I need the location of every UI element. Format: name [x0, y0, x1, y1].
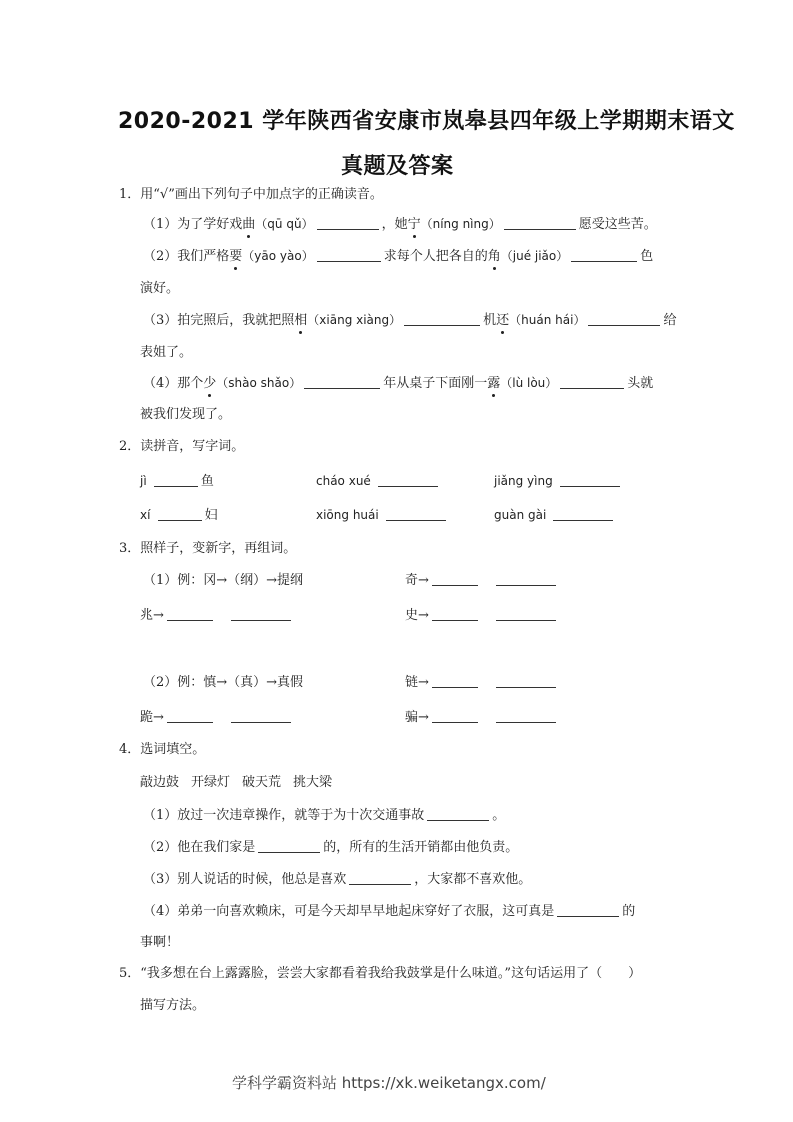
answer-blank[interactable] [553, 508, 613, 521]
emphasis-char: 要 [229, 249, 243, 264]
answer-blank[interactable] [496, 573, 556, 586]
q3-item: 兆→ [140, 608, 294, 624]
q4-sentence3: （3）别人说话的时候，他总是喜欢 ，大家都不喜欢他。 [143, 872, 532, 887]
answer-blank[interactable] [304, 376, 380, 389]
answer-blank[interactable] [588, 313, 660, 326]
q1-item2-cont: 演好。 [140, 281, 180, 296]
answer-blank[interactable] [432, 573, 478, 586]
answer-blank[interactable] [317, 249, 381, 262]
answer-blank[interactable] [386, 508, 446, 521]
q1-item1: （1）为了学好戏曲（qū qǔ） ，她宁（níng nìng） 愿受这些苦。 [143, 217, 657, 232]
answer-blank[interactable] [378, 474, 438, 487]
q1-item4: （4）那个少（shào shǎo） 年从桌子下面刚一露（lù lòu） 头就 [143, 376, 654, 391]
q4-sentence2: （2）他在我们家是 的，所有的生活开销都由他负责。 [143, 840, 519, 855]
q4-word-bank [140, 775, 332, 791]
answer-blank[interactable] [349, 872, 411, 885]
emphasis-char: 曲 [242, 217, 256, 232]
answer-blank[interactable] [571, 249, 637, 262]
emphasis-char: 宁 [407, 217, 421, 232]
q4-sentence4-cont: 事啊！ [140, 935, 180, 950]
answer-blank[interactable] [432, 710, 478, 723]
q5-line1: 5．“我多想在台上露露脸，尝尝大家都看着我给我鼓掌是什么味道。”这句话运用了（ ） [119, 966, 642, 981]
answer-blank[interactable] [404, 313, 480, 326]
word-option: 开绿灯 [191, 775, 231, 790]
answer-blank[interactable] [167, 710, 213, 723]
q4-sentence4: （4）弟弟一向喜欢赖床，可是今天却早早地起床穿好了衣服，这可真是 的 [143, 904, 636, 919]
answer-blank[interactable] [167, 608, 213, 621]
q2-cell: jì 鱼 [140, 474, 214, 489]
q2-cell: guàn gài [494, 507, 616, 524]
q1-item2: （2）我们严格要（yāo yào） 求每个人把各自的角（jué jiǎo） 色 [143, 249, 654, 264]
q3-item: 骗→ [405, 710, 559, 726]
answer-blank[interactable] [258, 840, 320, 853]
answer-blank[interactable] [154, 474, 198, 487]
answer-blank[interactable] [560, 376, 624, 389]
q3-example1: （1）例：冈→（纲）→提纲 [143, 573, 304, 588]
page-title-line1: 2020-2021 学年陕西省安康市岚皋县四年级上学期期末语文 [118, 109, 735, 134]
q3-item: 奇→ [405, 573, 559, 589]
word-option: 敲边鼓 [140, 775, 180, 790]
q2-cell: xiōng huái [316, 507, 449, 524]
q4-stem: 4．选词填空。 [119, 742, 206, 757]
answer-blank[interactable] [432, 675, 478, 688]
answer-blank[interactable] [231, 608, 291, 621]
q4-sentence1: （1）放过一次违章操作，就等于为十次交通事故 。 [143, 808, 506, 823]
q1-stem: 1．用“√”画出下列句子中加点字的正确读音。 [119, 187, 383, 202]
emphasis-char: 相 [294, 313, 308, 328]
q3-item: 史→ [405, 608, 559, 624]
answer-blank[interactable] [158, 508, 202, 521]
q3-example2: （2）例：慎→（真）→真假 [143, 675, 304, 690]
answer-blank[interactable] [432, 608, 478, 621]
footer-watermark: 学科学霸资料站 https://xk.weiketangx.com/ [232, 1074, 546, 1092]
answer-blank[interactable] [504, 217, 576, 230]
answer-blank[interactable] [496, 675, 556, 688]
word-option: 挑大梁 [293, 775, 333, 790]
answer-blank[interactable] [231, 710, 291, 723]
q2-stem: 2．读拼音，写字词。 [119, 439, 245, 454]
q1-item4-cont: 被我们发现了。 [140, 407, 232, 422]
q1-item3-cont: 表姐了。 [140, 345, 193, 360]
q2-cell: jiǎng yìng [494, 473, 623, 490]
q3-stem: 3．照样子，变新字，再组词。 [119, 541, 297, 556]
emphasis-char: 角 [487, 249, 501, 264]
q3-item: 链→ [405, 675, 559, 691]
emphasis-char: 还 [496, 313, 510, 328]
answer-blank[interactable] [427, 808, 489, 821]
q1-item3: （3）拍完照后，我就把照相（xiāng xiàng） 机还（huán hái） 给 [143, 313, 677, 328]
answer-blank[interactable] [317, 217, 379, 230]
page-title-line2: 真题及答案 [341, 154, 454, 179]
q5-line2: 描写方法。 [140, 998, 206, 1013]
answer-blank[interactable] [560, 474, 620, 487]
emphasis-char: 露 [487, 376, 501, 391]
answer-blank[interactable] [496, 608, 556, 621]
answer-blank[interactable] [557, 904, 619, 917]
q3-item: 跪→ [140, 710, 294, 726]
q2-cell: xí 妇 [140, 508, 218, 523]
q2-cell: cháo xué [316, 473, 441, 490]
answer-blank[interactable] [496, 710, 556, 723]
emphasis-char: 少 [203, 376, 217, 391]
word-option: 破天荒 [242, 775, 282, 790]
